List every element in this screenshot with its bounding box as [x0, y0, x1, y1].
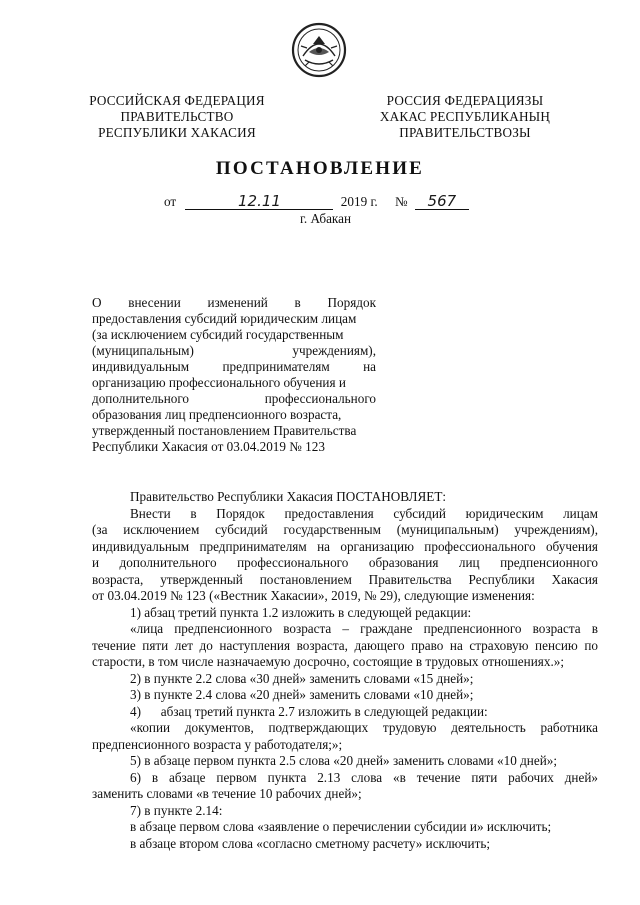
body-line: 2) в пункте 2.2 слова «30 дней» заменить словами «15 дней»; [130, 670, 474, 686]
subject-line: О внесении изменений в Порядок [92, 295, 376, 310]
number-handwritten: 567 [427, 192, 457, 210]
date-handwritten: 12.11 [238, 192, 281, 210]
body-line: заменить словами «в течение 10 рабочих дней»; [92, 786, 362, 801]
body-line: «лица предпенсионного возраста – граждане предпенсионного возраста в [130, 621, 598, 636]
body-line: 6) в абзаце первом пункта 2.13 слова «в течение пяти рабочих дней» [130, 769, 598, 785]
subject-line: (за исключением субсидий государственным [92, 327, 344, 342]
subject-line: (муниципальным) учреждениям), [92, 343, 376, 358]
date-field [185, 194, 333, 210]
header-right-line: ПРАВИТЕЛЬСТВОЗЫ [399, 125, 531, 140]
header-left-line: РОССИЙСКАЯ ФЕДЕРАЦИЯ [89, 93, 265, 108]
header-left-line: РЕСПУБЛИКИ ХАКАСИЯ [98, 125, 256, 140]
header-right-line: ХАКАС РЕСПУБЛИКАНЫҢ [379, 109, 551, 124]
subject-line: Республики Хакасия от 03.04.2019 № 123 [92, 439, 325, 454]
body-line: 4) абзац третий пункта 2.7 изложить в следующей редакции: [130, 703, 488, 719]
body-line: индивидуальным предпринимателям на организацию профессионального обучения [92, 538, 598, 554]
subject-line: дополнительного профессионального [92, 391, 376, 406]
body-line: Правительство Республики Хакасия ПОСТАНОВЛЯЕТ: [130, 489, 447, 504]
body-line: «копии документов, подтверждающих трудовую деятельность работника [130, 720, 598, 735]
date-number-line [164, 194, 469, 210]
number-label: № [394, 194, 408, 209]
header-right-line: РОССИЯ ФЕДЕРАЦИЯЗЫ [386, 93, 544, 108]
document-subject [92, 295, 376, 455]
body-line: старости, в том числе назначаемую досрочно, состоящие в трудовых отношениях.»; [92, 654, 564, 669]
subject-line: образования лиц предпенсионного возраста, [92, 407, 342, 422]
body-line: возраста, утвержденный постановлением Правительства Республики Хакасия [92, 571, 598, 587]
body-line: в абзаце первом слова «заявление о перечислении субсидии и» исключить; [130, 819, 552, 834]
body-line: (за исключением субсидий государственным (муниципальным) учреждениям), [92, 522, 598, 537]
subject-line: организацию профессионального обучения и [92, 375, 346, 390]
body-line: 3) в пункте 2.4 слова «20 дней» заменить словами «10 дней»; [130, 687, 474, 702]
number-field [415, 194, 469, 210]
year-label: 2019 г. [340, 194, 378, 209]
subject-line: индивидуальным предпринимателям на [92, 359, 376, 374]
header-right-khakas [372, 93, 558, 141]
header-left-line: ПРАВИТЕЛЬСТВО [120, 109, 234, 124]
body-line: от 03.04.2019 № 123 («Вестник Хакасии», 2019, № 29), следующие изменения: [92, 588, 535, 603]
city-label: г. Абакан [300, 211, 352, 226]
body-line: в абзаце втором слова «согласно сметному расчету» исключить; [130, 835, 491, 851]
body-line: и дополнительного профессионального образования лиц предпенсионного [92, 555, 598, 570]
body-line: 1) абзац третий пункта 1.2 изложить в следующей редакции: [130, 604, 472, 620]
coat-of-arms-emblem [291, 22, 347, 78]
document-title: ПОСТАНОВЛЕНИЕ [215, 158, 425, 179]
document-body [92, 489, 598, 852]
body-line: предпенсионного возраста у работодателя;»; [92, 736, 343, 752]
body-line: 7) в пункте 2.14: [130, 802, 223, 818]
header-left-russian [88, 93, 266, 141]
body-line: течение пяти лет до наступления возраста, дающего право на страховую пенсию по [92, 637, 598, 653]
subject-line: утвержденный постановлением Правительства [92, 423, 357, 438]
body-line: Внести в Порядок предоставления субсидий юридическим лицам [130, 505, 598, 521]
date-from-label: от [164, 194, 177, 209]
subject-line: предоставления субсидий юридическим лицам [92, 311, 357, 326]
body-line: 5) в абзаце первом пункта 2.5 слова «20 дней» заменить словами «10 дней»; [130, 753, 558, 768]
